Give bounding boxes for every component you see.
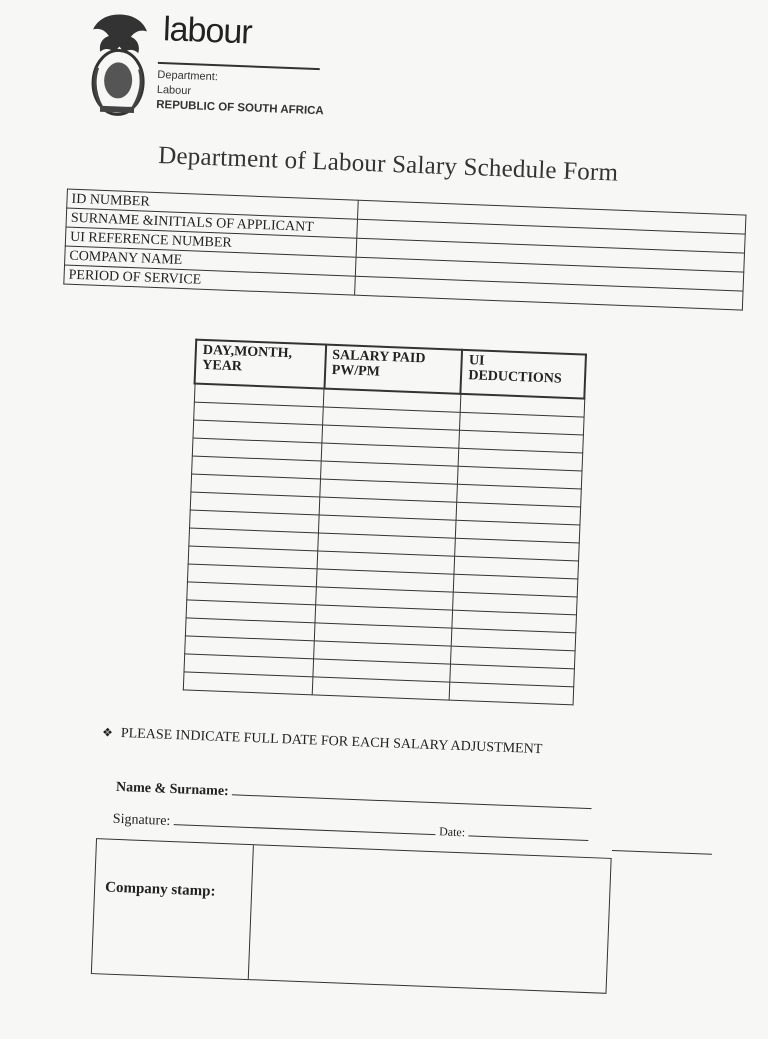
field-label: ID NUMBER xyxy=(67,189,359,219)
applicant-details-table xyxy=(63,189,746,311)
name-surname-row xyxy=(116,776,593,814)
diamond-bullet-icon: ❖ xyxy=(101,725,114,740)
salary-schedule-table xyxy=(182,339,587,706)
salary-rows xyxy=(183,384,584,705)
salary-note xyxy=(102,725,543,758)
form-title: Department of Labour Salary Schedule Form xyxy=(157,142,619,187)
field-label: PERIOD OF SERVICE xyxy=(64,265,356,295)
column-header-ui-deductions: UI DEDUCTIONS xyxy=(461,350,586,399)
brand-wordmark: labour xyxy=(162,10,253,52)
company-stamp-label: Company stamp: xyxy=(104,879,216,900)
stamp-divider xyxy=(248,845,254,979)
column-header-date: DAY,MONTH, YEAR xyxy=(195,340,326,389)
date-field[interactable] xyxy=(468,821,588,841)
department-block xyxy=(156,68,325,119)
coat-of-arms-logo xyxy=(82,7,156,118)
company-stamp-box xyxy=(91,838,612,994)
field-label: COMPANY NAME xyxy=(65,246,357,276)
table-cell[interactable] xyxy=(312,677,449,700)
dept-line-2: Labour xyxy=(156,83,192,98)
field-label: UI REFERENCE NUMBER xyxy=(65,227,357,257)
table-cell[interactable] xyxy=(449,682,573,705)
note-text: PLEASE INDICATE FULL DATE FOR EACH SALARY ADJUSTMENT xyxy=(120,726,543,758)
signature-field[interactable] xyxy=(174,810,436,835)
country-line: REPUBLIC OF SOUTH AFRICA xyxy=(156,98,324,118)
column-header-salary: SALARY PAID PW/PM xyxy=(324,345,462,394)
name-surname-field[interactable] xyxy=(232,780,592,809)
table-cell[interactable] xyxy=(183,672,313,695)
name-surname-label: Name & Surname: xyxy=(115,779,229,800)
signature-row xyxy=(112,808,588,846)
name-surname-field-extension xyxy=(612,836,713,855)
signature-label: Signature: xyxy=(112,811,171,829)
field-label: SURNAME &INITIALS OF APPLICANT xyxy=(66,208,358,238)
dept-line-1: Department: xyxy=(157,68,219,84)
date-label: Date: xyxy=(438,824,466,840)
